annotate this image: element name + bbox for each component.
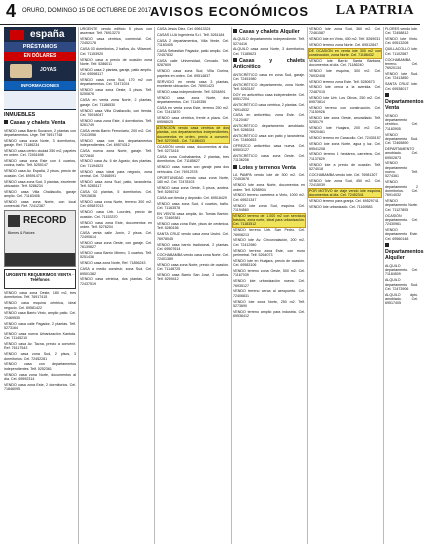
classified-column-1 [4, 27, 76, 544]
classified-ad: COCHABAMBA terreno. Cel. 76920134 [385, 57, 418, 71]
classified-ad: VENDO departamento céntrico. Cel. 71183905 [385, 113, 418, 131]
classified-ad: VENDO lote zona Sud, 360 m2. Cel. 72461587 [309, 27, 381, 36]
classified-ad: CASA Sebastián Pagador, patio amplio. Cel. 72457832 [157, 48, 229, 58]
classified-ad: VENDO casa con departamentos independientes. Telf. 5252361 [4, 362, 76, 371]
column-divider [307, 27, 308, 544]
classified-ad: VENDO casa independiente. Telf. 5254891 [157, 89, 226, 94]
classified-ad: VENDO lote zona Sud, esquina. Cel. 71194560 [233, 203, 305, 212]
classified-ad: ALQUILO departamento independiente. Telf. 5274416 [233, 37, 305, 46]
classified-ad: VENDO departamento 2 dormitorios. Cel. 76914032 [385, 180, 418, 198]
column-divider [154, 27, 155, 544]
square-bullet-icon [4, 120, 8, 124]
column-divider [383, 27, 384, 544]
classified-ad: VENDO terreno carretera a Vinto, 1000 m2. Cel. 69521347 [233, 193, 305, 202]
classified-ad: VENDO casa a precio de ocasión zona Norte. Telf. 5286011 [80, 57, 152, 66]
classified-ad: VENDO casa Av. 6 de Agosto, dos plantas. Cel. 71194523 [80, 159, 152, 168]
subsection-heading: Casas y chalets Anticrético [233, 58, 305, 71]
classified-ad: ANTICRÉTICO casa zona Oeste. Cel. 71136208 [233, 154, 305, 163]
classified-ad: VENDO departamento Norte. Cel. 71127805 [385, 199, 418, 212]
classified-ad: VENDO casa céntrica, comercial. Cel. 72452178 [80, 37, 152, 46]
classified-column-4 [233, 27, 305, 544]
classified-ad: VENDO casa Barrio Socavon, 2 plantas con departamentos. Urge. Telf 76917748 [4, 128, 76, 137]
subsection-heading: Lotes y terrenos Venta [233, 165, 305, 171]
classified-ad: FLORES vendo lote. Cel. 72458812 [385, 27, 418, 36]
classified-ad: ANTICRÉTICO casa céntrica, 2 plantas. Cel. 76914532 [233, 103, 305, 112]
classified-ad: OFREZCO anticrético casa nueva. Cel. 69503127 [233, 143, 305, 153]
classified-ad: VENDO departamento nuevo. Telf. 5274361 [385, 161, 418, 179]
classified-ad: ANTICRÉTICO departamento amoblado. Telf. 5286341 [233, 123, 305, 132]
classified-ad: SANTA CRUZ vendo casa zona Urubó. Cel. 76978045 [157, 232, 229, 241]
classified-ad: VENDO casa Barrio Minero, 3 cuartos. Telf. 5251436 [80, 251, 152, 260]
classified-ad: VENDO casa Villa Challacollo, con tienda. Cel. 76918047 [80, 108, 152, 117]
ad-banner: EN DÓLARES [4, 52, 76, 61]
jewelry-image-icon [10, 64, 32, 78]
classified-ad: VENDO casa zona Oeste, 180 m2, tres dormitorios. Telf. 76917415 [4, 291, 76, 300]
subsection-heading: Casas y chalets Venta [4, 120, 76, 126]
classified-ad: VENDO lote Vinto. Cel. 69513208 [385, 37, 418, 46]
classified-ad: VENDO terreno zona Norte. Cel. 69512847 [309, 43, 379, 48]
classified-ad: VENDO lote a precio de ocasión. Telf. 5274018 [309, 162, 381, 171]
square-bullet-icon [233, 58, 237, 62]
classified-ad: VENDO casa zona Sud, 170 m2 con departamentos. Cel. 72471024 [80, 77, 152, 87]
classified-ad: EN VENTA casa amplia, Av. Tomás Barrón. Cel. 72469381 [157, 211, 229, 221]
classified-ad: VENDO casa zona Norte, dos departamentos. Cel. 71140356 [157, 95, 229, 104]
classified-ad: ALQUILO departamento Sud. Cel. 72473906 [385, 278, 418, 291]
classified-ad: VENDO terreno para granja. Cel. 69529741 [309, 199, 379, 204]
classified-ad: SERVICIO en venta casa 3 plantas, excelente ubicación. Cel. 76901423 [157, 79, 229, 88]
classified-ad: VENDO lote urbanización nueva. Cel. 76935127 [233, 279, 305, 288]
classified-ad: VENDO casa Barrio San José, 3 cuartos. Telf. 5259412 [157, 273, 229, 282]
classified-ad: VENDO casa zona Oeste, 3 pisos. Telf. 5250876 [80, 88, 152, 97]
classified-ad: VENDO terreno zona Este, con muro perimetral. Telf. 5264073 [233, 248, 305, 257]
classified-ad: VENDO lote zona Oeste, amurallado. Telf. 5255179 [309, 115, 381, 125]
classified-ad: VENDO casa zona Este, documentos en orden. Telf. 5276204 [80, 220, 152, 229]
masthead [0, 0, 420, 25]
classified-ad: VENDO casa esquina céntrica, ideal negocio. Cel. 69581422 [4, 301, 76, 310]
classified-ad: VENDO terreno zona Este. Telf. 5280673 [309, 79, 375, 84]
square-bullet-icon [233, 165, 237, 169]
classified-ad: CASA con tienda y depósito. Cel. 69518429 [157, 195, 227, 200]
classified-ad: VENDO terreno con construcción. Cel. 71150928 [309, 105, 381, 115]
classified-ad: DOY en anticrético casa independiente. Cel. 69517204 [233, 93, 305, 102]
classified-ad: VENDO casa 2 plantas, garaje, patio amplio. Cel. 69598117 [80, 67, 152, 77]
espana-jewelry-ad [4, 27, 76, 110]
highlighted-classified-ad: POR MOTIVO de viaje vendo lote esquina, documentos al día. Cel. 72452341 [309, 188, 381, 198]
ad-footer [4, 91, 76, 109]
classified-ad: VENDO lote Av. Circunvalación, 200 m2. Cel. 72412980 [233, 238, 305, 247]
classified-ad: CASA 02 plantas, 5 dormitorios. Cel. 76915836 [80, 190, 152, 199]
flag-icon [10, 30, 24, 40]
classified-ad: VENDO lote zona Norte, 250 m2. Telf. 5273690 [233, 299, 305, 308]
classified-ad: CASA en venta zona Este, terreno 250 m2. Cel. 72413870 [157, 105, 229, 115]
record-logo-icon [8, 215, 20, 227]
ad-brand: españa [30, 29, 65, 40]
classified-ad: VENDO lote Huajara, 200 m2. Cel. 76920461 [309, 126, 381, 135]
ad-banner: PRÉSTAMOS [4, 42, 76, 52]
classified-ad: CASA nueva zona Norte, garaje. Telf. 5272840 [80, 149, 152, 158]
classified-ad: CASA en venta zona Norte, 2 plantas, garaje. Cel. 71186530 [80, 98, 152, 107]
classified-ad: ALQUILO departamento. Cel. 71184509 [385, 263, 418, 277]
ad-banner: INFORMACIONES [4, 81, 76, 90]
classified-ad: VENDO lote zona Norte, agua y luz. Cel. 69541208 [309, 142, 381, 151]
classified-ad: VENDO departamento Sud. Cel. 72465890 [385, 132, 418, 146]
classified-ad: VENDO casa zona Sud, 3 plantas, excelente ubicación. Telf. 5286234 [4, 179, 76, 188]
classified-ad: VENDO casa Villa Challacollo, garaje amplio. Cel. 71183406 [4, 189, 76, 199]
classified-ad: LA PAMPA vendo lote de 300 m2. Cel. 72453678 [233, 173, 305, 182]
classified-ad: ALQUILO casa zona Norte, 3 dormitorios. Cel. 71185623 [233, 47, 305, 56]
ad-brand: RECORD [23, 215, 67, 227]
classified-ad: VENDO casa Barrio Vinto, amplio patio. Cel. 72469530 [4, 311, 76, 320]
classified-ad: SANTA CRUZ lote. Cel. 69538017 [385, 82, 418, 91]
classified-ad: OCASIÓN vendo casa, documentos al día. Telf. 5273416 [157, 144, 229, 154]
classified-ad: VENDO terreno en Caracollo. Cel. 72430157 [309, 136, 381, 141]
classified-ad: VENDO lote urbanizado. Cel. 71169583 [309, 204, 373, 209]
newspaper-logo: LA PATRIA [335, 3, 414, 18]
classified-ad: CASA zona Cochabamba, 2 plantas, tres dormitorios. Cel. 71185627 [157, 155, 229, 164]
classified-ad: VENDO casa zona Oeste, 3 pisos, azotea. Telf. 5256742 [157, 185, 229, 194]
column-divider [231, 27, 232, 544]
classified-ad: VENDO casa zona Norte, 3 dormitorios, garaje. Ref. 71186234 [4, 138, 76, 148]
classified-ad: VENDO lote cerca a la avenida. Cel. 72487015 [309, 85, 381, 94]
classified-ad: ANTICRÉTICO casa con patio y lavandería. Cel. 72480653 [233, 133, 305, 143]
classified-ad: OPORTUNIDAD vendo casa zona Norte, 180 m2. Cel. 72478103 [157, 175, 229, 184]
classified-ad: ANTICRÉTICO departamento, zona Norte. Telf. 5263187 [233, 82, 305, 92]
classified-ad: VENDO casa zona Este, pisos de cerámica. Telf. 5280156 [157, 222, 229, 231]
classified-ad: CASA Jesús Diez. Cel. 69613324 [157, 27, 211, 31]
ad-tagline: Bienes & Raíces [8, 231, 35, 236]
classified-ad: VENDO casa Av. Tacna, precio a convenir. Ref. 76117543 [4, 342, 76, 351]
classified-ad: ANTICRÉTICO casa en zona Sud, garaje. Cel. 72451980 [233, 72, 305, 81]
classified-column-3 [157, 27, 229, 544]
classified-ad: DEPARTAMENTO amoblado. Cel. 69502873 [385, 146, 418, 160]
urgent-notice-ad: URGENTE REQUERIMOS VENTA · Teléfonos [4, 269, 76, 289]
section-title: AVISOS ECONÓMICOS [150, 4, 310, 19]
classified-ad: VENDO casa ideal para negocio, zona central. Cel. 72468091 [80, 169, 152, 178]
classified-ad: CASA a medio construir, zona Sud. Cel. 69501382 [80, 267, 152, 276]
classified-ad: VENDO terreno 1 hectárea, carretera. Cel. 71137829 [309, 152, 381, 161]
classified-column-6 [385, 27, 424, 544]
classified-ad: VENDO casa barrio tradicional, 2 plantas. Cel. 69507614 [157, 242, 229, 251]
classified-ad: VENDO casa zona Este, 2 dormitorios. Cel. 71846095 [4, 382, 76, 392]
classified-ad: VENDO casa zona Norte, Ref. 71856243 [80, 261, 146, 266]
classified-ad: CASAS LUA Ingeniería S.r.l. Telf. 5261184 [157, 32, 225, 37]
record-real-estate-ad [4, 210, 76, 267]
section-heading: INMUEBLES [4, 112, 36, 118]
classified-ad: COCHABAMBA vendo casa zona Norte. Cel. 72401389 [157, 252, 229, 262]
classified-ad: VENDO lote Sud. Cel. 72413850 [385, 72, 418, 81]
classified-ad: CASA en anticrético, zona Este. Cel. 71120467 [233, 113, 305, 122]
classified-ad: VENDO lote en Vinto, 400 m2. Telf. 5269031 [309, 37, 381, 42]
classified-ad: VENDO casa Av. España, 2 pisos, precio de ocasión. Cel. 69591473 [4, 169, 76, 178]
column-divider [78, 27, 79, 544]
classified-ad: VENDO casa nueva Urbanización Kantuta. Cel. 71145210 [4, 331, 76, 341]
classified-ad: VENDO casa zona Norte, terreno 300 m2. Cel. 69587013 [80, 200, 152, 209]
classified-ad: VENDO casa zona Sud, patio, lavandería. Telf. 5285117 [80, 179, 152, 189]
classified-ad: CASA calle Universidad, Cercado. Telf. 5287609 [157, 59, 229, 68]
highlighted-classified-ad: VENDO terreno de 1.000 m2 con servicios básicos, zona norte, ideal para urbanización. Cel. 71183512 [233, 213, 305, 227]
ad-label: JOYAS [40, 67, 57, 73]
square-bullet-icon [233, 29, 237, 33]
classified-ad: VENDO casa zona Sud, 2 pisos, 3 dormitorios. Cel. 72452281 [4, 352, 76, 361]
classified-ad: ALQUILO dpto. amoblado. Cel. 69517405 [385, 292, 418, 306]
classified-ad: CASA 2 departamentos, Villa Verde. Cel. 71183405 [157, 38, 229, 48]
classified-ad: VENDO lote zona Sud, 450 m2. Cel. 72415039 [309, 178, 381, 187]
classified-ad: VENDO casa zona Sud, 4 cuartos, baño. Cel. 71163578 [157, 201, 229, 211]
classified-ad: VENDO casa zona Oeste, con garaje. Cel. 76139827 [80, 240, 152, 250]
classified-ad: VENDO casa céntrica, dos plantas. Cel. 72437519 [80, 277, 152, 286]
highlighted-classified-ad: DE OCASIÓN en venta lote 300 m2 con construcción, zona Norte. Cel. 71186432 [309, 48, 381, 58]
classified-ad: VENDO lote Barrio Santa Bárbara, documentos al día. Cel. 71186240 [309, 59, 381, 68]
ad-footer [5, 253, 75, 266]
classified-ad: VENDO lote en Huajara, precio de ocasión. Cel. 69583106 [233, 258, 305, 268]
square-bullet-icon [385, 93, 389, 97]
classified-ad: COCHABAMBA vendo lote. Cel. 76981307 [309, 172, 378, 177]
highlighted-classified-ad: ATENCIÓN vendo casa céntrica de dos plantas, con departamentos independientes, documentos en orden, precio a convenir. Telf. 5270945 - Cel. 71186433 [157, 126, 229, 144]
classified-ad: VENDO casa zona Sud, Villa Dorina, papeles en orden. Cel. 69514837 [157, 69, 229, 78]
classified-ad: VENDO terreno Urb. San Pedro. Cel. 76908213 [233, 228, 305, 237]
classified-column-5 [309, 27, 381, 544]
classified-ad: QUILLACOLLO lote. Cel. 71102587 [385, 47, 418, 56]
classified-ad: VENDO lote Urb. Los Olivos, 250 m2. Cel. 69573814 [309, 95, 381, 104]
classified-ad: VENDO terreno amplio para industria. Cel. 69536412 [233, 309, 305, 319]
classified-ad: VENDO casa zona Este, 4 dormitorios. Telf. 5261749 [80, 118, 152, 127]
classified-ad: VENDO casa céntrica, frente a plaza. Cel. 69598025 [157, 115, 229, 125]
classified-ad: VENDO casa con dos departamentos independientes. Cel. 69574312 [80, 139, 152, 148]
square-bullet-icon [385, 243, 389, 247]
classified-ad: VENDO casa nueva con garaje para dos vehículos. Cel. 76912378 [157, 165, 229, 174]
edition-date: ORURO, DOMINGO 15 DE OCTUBRE DE 2017 [22, 8, 152, 14]
subsection-heading: Departamentos Alquiler [385, 243, 418, 262]
classified-ad: VENDO departamento Este. Cel. 69560148 [385, 228, 418, 241]
classified-ad: CASA venta calle Junín, 2 pisos. Cel. 72490614 [80, 230, 152, 240]
classified-ad: URGENTE vendo edificio 5 pisos con ascensor. Telf. 76913270 [80, 27, 152, 36]
classified-ad: VENDO casa zona Norte, documentos al día. Cel. 69592314 [4, 372, 76, 381]
classified-ad: VENDO casa zona Norte, con local comercial. Ref. 72412387 [4, 199, 76, 209]
classified-ad: CASA venta Barrio Ferroviario, 200 m2. Cel. 72413956 [80, 128, 152, 138]
classified-ad: OCASIÓN departamento. Cel. 72430961 [385, 213, 418, 227]
classified-column-2 [80, 27, 152, 544]
subsection-heading: Departamentos Venta [385, 93, 418, 112]
page-number: 4 [6, 1, 17, 21]
classified-ad: VENDO terreno zona Oeste, 500 m2. Cel. 71167039 [233, 269, 305, 278]
classified-ad: VENDO casa centro ciudad 250 m2, papeles en orden. Cel. 72451698 [4, 148, 76, 158]
classified-ad: VENDO lote zona Norte, documentos en orden. Telf. 5258904 [233, 183, 305, 192]
classified-ad: VENDO casa Urb. Lourdes, precio de ocasión. Cel. 71153370 [80, 210, 152, 219]
classified-ad: CASA 03 dormitorios, 2 baños, Av. Villarroel. Cel. 71153920 [80, 47, 152, 56]
classified-ad: VENDO lote esquina, 300 m2. Cel. 76932408 [309, 69, 381, 78]
classified-ad: VENDO terreno cerca al aeropuerto. Cel. 72406831 [233, 289, 305, 298]
subsection-heading: Casas y chalets Alquiler [233, 29, 305, 35]
classified-ad: VENDO casa calle Pagador, 2 plantas. Telf. 5273164 [4, 321, 76, 330]
classified-ad: VENDO casa zona Norte, precio de ocasión. Cel. 71148725 [157, 262, 229, 272]
classified-ad: VENDO casa zona Este con 4 cuartos, cocina, baño. Telf. 5250147 [4, 159, 76, 168]
